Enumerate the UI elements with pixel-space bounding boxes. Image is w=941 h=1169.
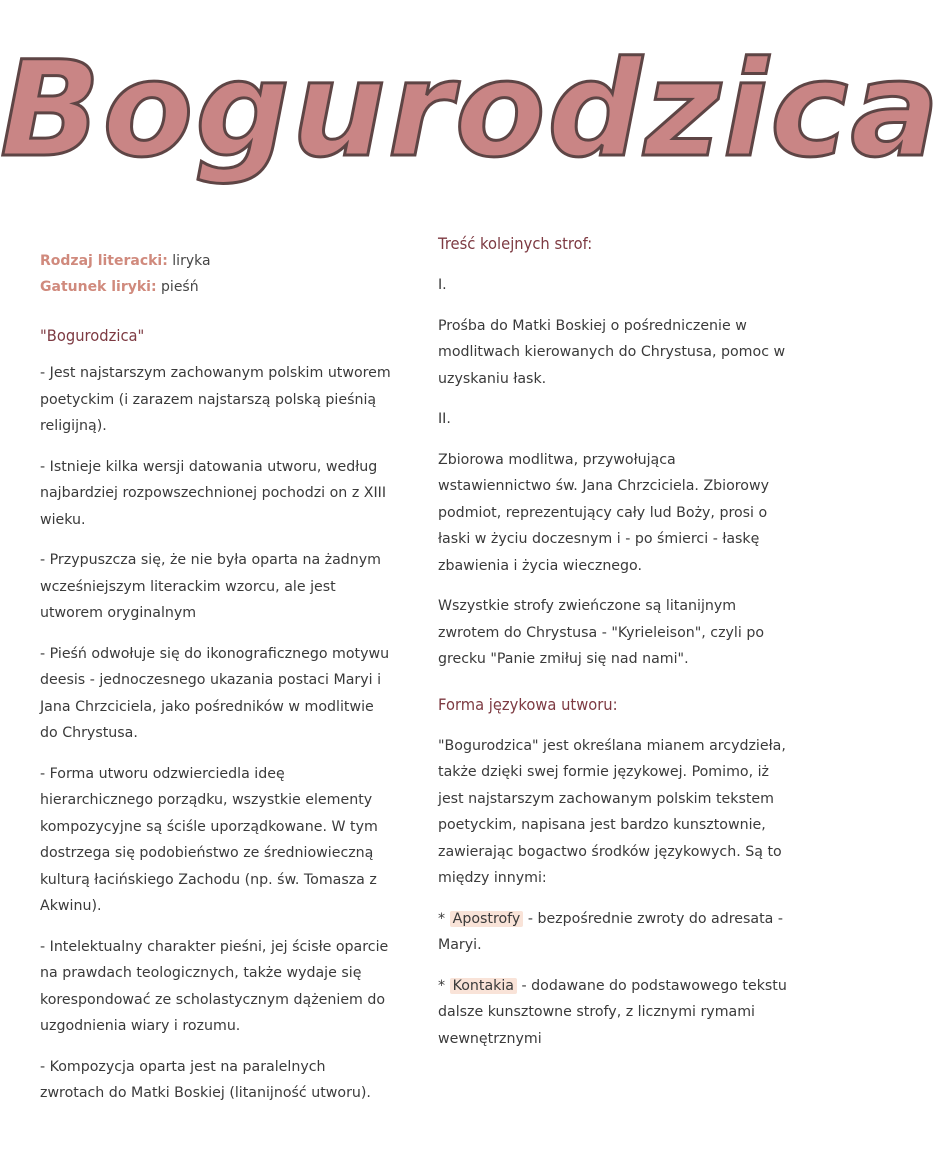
genre-value: liryka [172,253,211,269]
form-text: "Bogurodzica" jest określana mianem arcydzieła, także dzięki swej formie językowej. Pomimo, iż jest najstarszym zachowanym polskim tekstem poetyckim, napisana jest bardzo kunsztownie, zawierając bogactwo środków językowych. Są to między innymi: [438,737,786,886]
type-label: Gatunek liryki: [40,279,157,295]
stanzas-summary: Wszystkie strofy zwieńczone są litanijnym zwrotem do Chrystusa - "Kyrieleison", czyli po grecku "Panie zmiłuj się nad nami". [438,598,765,667]
point-3: - Przypuszcza się, że nie była oparta na żadnym wcześniejszym literackim wzorcu, ale jest utworem oryginalnym [40,552,382,621]
stanza-2-text: Zbiorowa modlitwa, przywołująca wstawiennictwo św. Jana Chrzciciela. Zbiorowy podmiot, reprezentujący cały lud Boży, prosi o łaski w życiu doczesnym i - po śmierci - łaskę zbawienia i życia wiecznego. [438,451,769,574]
term-apostrofy [438,906,790,959]
point-5: - Forma utworu odzwierciedla ideę hierarchicznego porządku, wszystkie elementy kompozycyjne są ściśle uporządkowane. W tym dostrzega się podobieństwo ze średniowieczną kulturą łacińskiego Zachodu (np. św. Tomasza z Akwinu). [40,765,378,914]
point-1: - Jest najstarszym zachowanym polskim utworem poetyckim (i zarazem najstarszą polską pieśnią religijną). [40,365,391,434]
section-heading-form: Forma językowa utworu: [438,694,618,714]
type-line [40,274,392,300]
term-kontakia [438,973,790,1053]
point-4: - Pieśń odwołuje się do ikonograficznego motywu deesis - jednoczesnego ukazania postaci Maryi i Jana Chrzciciela, jako pośredników w modlitwie do Chrystusa. [40,645,390,741]
stanza-2-number: II. [438,411,451,427]
term-apostrofy-highlight: Apostrofy [450,911,524,927]
point-2: - Istnieje kilka wersji datowania utworu, według najbardziej rozpowszechnionej pochodzi on z XIII wieku. [40,458,387,528]
genre-line [40,248,392,274]
stanza-1-number: I. [438,277,447,293]
point-7: - Kompozycja oparta jest na paralelnych zwrotach do Matki Boskiej (litanijność utworu). [40,1058,371,1101]
section-heading-bogurodzica: "Bogurodzica" [40,326,145,345]
term-1-bullet: * [438,910,450,927]
right-column [438,230,790,1052]
term-2-bullet: * [438,977,450,994]
genre-label: Rodzaj literacki: [40,253,168,269]
left-column [40,248,392,1107]
section-heading-stanzas: Treść kolejnych strof: [438,234,593,253]
stanza-1-text: Prośba do Matki Boskiej o pośredniczenie w modlitwach kierowanych do Chrystusa, pomoc w uzyskaniu łask. [438,317,786,387]
page-title: Bogurodzica [0,33,941,187]
point-6: - Intelektualny charakter pieśni, jej ścisłe oparcie na prawdach teologicznych, także wydaje się korespondować ze scholastycznym dążeniem do uzgodnienia wiary i rozumu. [40,938,389,1034]
type-value: pieśń [161,279,199,295]
term-apostrofy-definition: - bezpośrednie zwroty do adresata - Maryi. [438,910,783,953]
term-kontakia-definition: - dodawane do podstawowego tekstu dalsze kunsztowne strofy, z licznymi rymami wewnętrznymi [438,977,787,1047]
term-kontakia-highlight: Kontakia [450,978,517,994]
